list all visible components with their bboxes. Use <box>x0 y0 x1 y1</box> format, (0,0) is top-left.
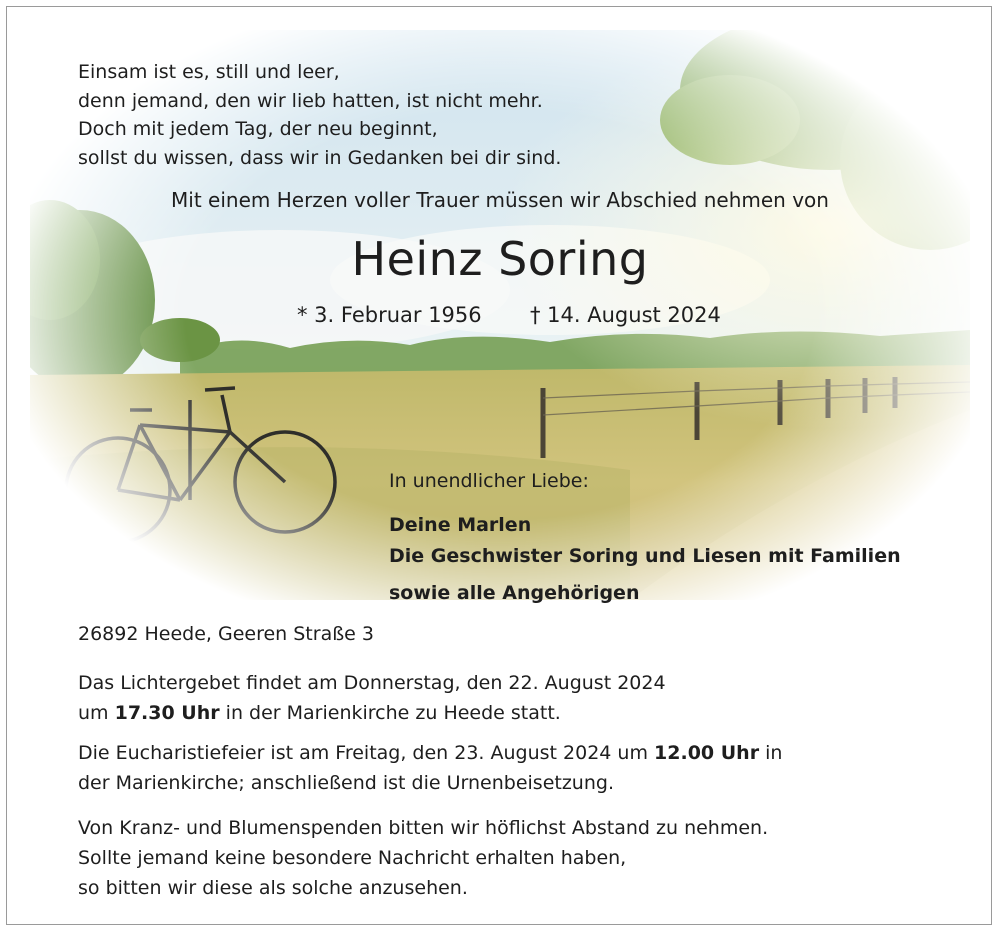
death-date: † 14. August 2024 <box>530 303 721 327</box>
poem-line: Einsam ist es, still und leer, <box>78 61 340 83</box>
service-text: in <box>759 742 783 764</box>
mourners-heading: In unendlicher Liebe: <box>389 470 589 492</box>
poem <box>78 58 561 172</box>
mourners-list <box>389 510 901 609</box>
service-lichtergebet <box>78 668 666 728</box>
service-text: Die Eucharistiefeier ist am Freitag, den 23. August 2024 um <box>78 742 655 764</box>
address: 26892 Heede, Geeren Straße 3 <box>78 623 374 645</box>
mourner-line: sowie alle Angehörigen <box>389 582 640 604</box>
service-line: der Marienkirche; anschließend ist die Urnenbeisetzung. <box>78 772 614 794</box>
birth-date: * 3. Februar 1956 <box>297 303 482 327</box>
service-line: Das Lichtergebet findet am Donnerstag, den 22. August 2024 <box>78 672 666 694</box>
deceased-name: Heinz Soring <box>351 232 649 286</box>
closing-line: Sollte jemand keine besondere Nachricht erhalten haben, <box>78 847 627 869</box>
closing-line: so bitten wir diese als solche anzusehen. <box>78 877 468 899</box>
poem-line: denn jemand, den wir lieb hatten, ist nicht mehr. <box>78 89 543 112</box>
mourner-line: Die Geschwister Soring und Liesen mit Familien <box>389 545 901 567</box>
service-line <box>78 738 782 768</box>
service-text: um <box>78 702 115 724</box>
service-time: 17.30 Uhr <box>114 702 220 724</box>
mourner-line: Deine Marlen <box>389 514 532 536</box>
poem-line: Doch mit jedem Tag, der neu beginnt, <box>78 118 438 140</box>
service-eucharistiefeier <box>78 738 782 798</box>
closing-notes <box>78 813 768 903</box>
service-line <box>78 698 666 728</box>
intro-text: Mit einem Herzen voller Trauer müssen wir Abschied nehmen von <box>171 188 829 212</box>
service-time: 12.00 Uhr <box>654 742 760 764</box>
service-text: in der Marienkirche zu Heede statt. <box>219 702 561 724</box>
poem-line: sollst du wissen, dass wir in Gedanken bei dir sind. <box>78 146 562 169</box>
closing-line: Von Kranz- und Blumenspenden bitten wir höflichst Abstand zu nehmen. <box>78 817 769 839</box>
